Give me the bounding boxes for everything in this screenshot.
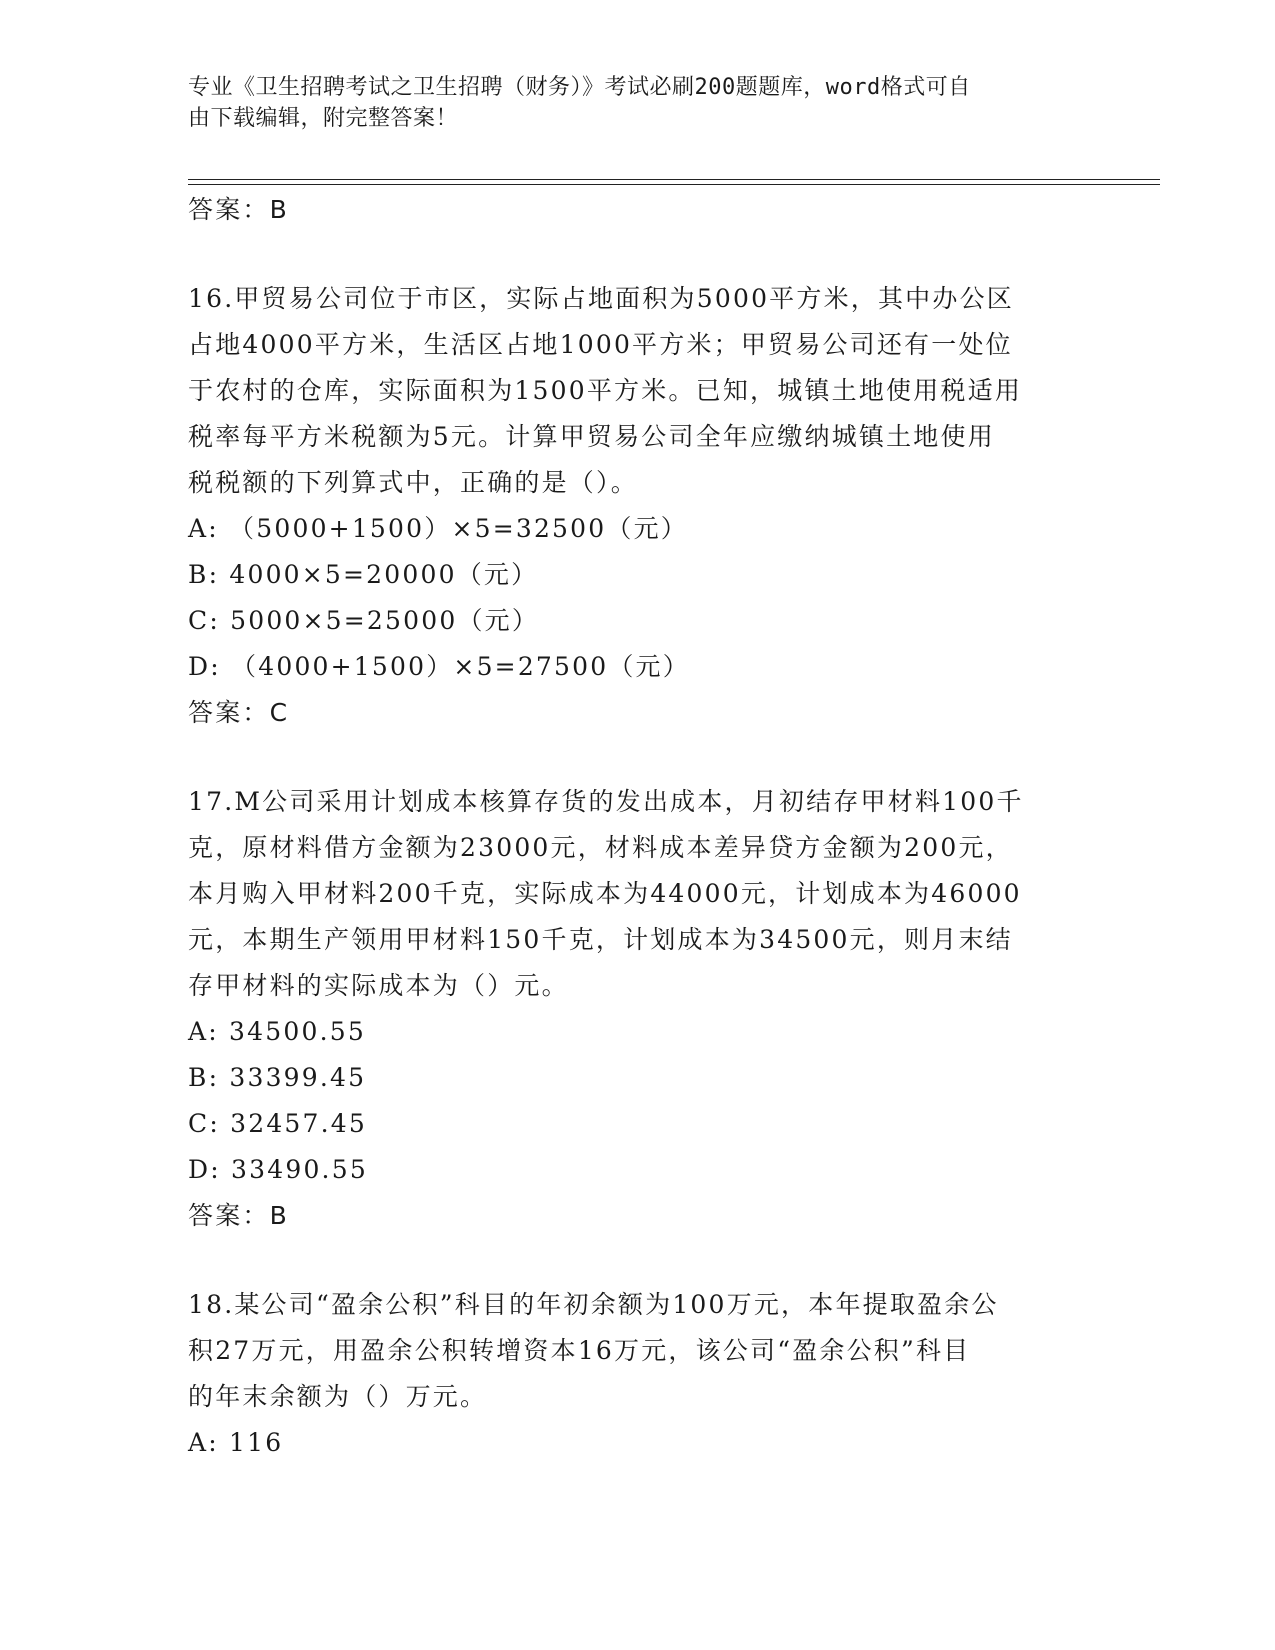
option-b xyxy=(188,552,1078,598)
option-label: D: xyxy=(188,652,221,681)
header-divider xyxy=(188,179,1160,180)
header-divider xyxy=(188,184,1160,185)
answer-value: B xyxy=(269,1201,289,1230)
answer-value: C xyxy=(269,698,290,727)
option-label: C: xyxy=(188,606,220,635)
option-text: （4000+1500）×5=27500（元） xyxy=(231,652,690,681)
question-stem-line: 元，本期生产领用甲材料150千克，计划成本为34500元，则月末结 xyxy=(188,925,1013,954)
option-a xyxy=(188,1420,1078,1466)
option-text: （5000+1500）×5=32500（元） xyxy=(229,514,688,543)
option-label: D: xyxy=(188,1155,221,1184)
option-text: 116 xyxy=(229,1428,284,1457)
option-b xyxy=(188,1055,1078,1101)
question-stem-line: 税税额的下列算式中，正确的是（）。 xyxy=(188,468,638,497)
page-header xyxy=(188,72,1068,134)
question-stem-line: 积27万元，用盈余公积转增资本16万元，该公司“盈余公积”科目 xyxy=(188,1336,971,1365)
question-stem-line: 16.甲贸易公司位于市区，实际占地面积为5000平方米，其中办公区 xyxy=(188,284,1014,313)
option-label: B: xyxy=(188,560,220,589)
question-stem-line: 税率每平方米税额为5元。计算甲贸易公司全年应缴纳城镇土地使用 xyxy=(188,422,995,451)
question-16 xyxy=(188,276,1078,736)
option-text: 4000×5=20000（元） xyxy=(229,560,539,589)
option-label: A: xyxy=(188,514,219,543)
question-stem-line: 存甲材料的实际成本为（）元。 xyxy=(188,971,569,1000)
option-c xyxy=(188,598,1078,644)
option-a xyxy=(188,506,1078,552)
question-stem-line: 于农村的仓库，实际面积为1500平方米。已知，城镇土地使用税适用 xyxy=(188,376,1023,405)
option-text: 34500.55 xyxy=(229,1017,366,1046)
option-text: 33490.55 xyxy=(231,1155,368,1184)
option-text: 33399.45 xyxy=(229,1063,367,1092)
answer-line xyxy=(188,1193,1078,1239)
header-line: 由下载编辑，附完整答案！ xyxy=(188,106,459,131)
question-stem-line: 的年末余额为（）万元。 xyxy=(188,1382,488,1411)
answer-line xyxy=(188,690,1078,736)
question-stem-line: 占地4000平方米，生活区占地1000平方米；甲贸易公司还有一处位 xyxy=(188,330,1013,359)
option-c xyxy=(188,1101,1078,1147)
answer-prefix: 答案： xyxy=(188,1201,270,1230)
header-line: 专业《卫生招聘考试之卫生招聘（财务）》考试必刷200题题库，word格式可自 xyxy=(188,75,971,100)
answer-prefix: 答案： xyxy=(188,698,270,727)
option-d xyxy=(188,1147,1078,1193)
option-d xyxy=(188,644,1078,690)
answer-line xyxy=(188,187,1078,233)
option-text: 5000×5=25000（元） xyxy=(230,606,540,635)
question-stem-line: 18.某公司“盈余公积”科目的年初余额为100万元，本年提取盈余公 xyxy=(188,1290,999,1319)
option-text: 32457.45 xyxy=(230,1109,367,1138)
option-label: A: xyxy=(188,1428,219,1457)
option-label: A: xyxy=(188,1017,219,1046)
question-18 xyxy=(188,1282,1078,1466)
option-label: B: xyxy=(188,1063,220,1092)
document-body xyxy=(188,187,1078,1466)
question-stem-line: 克，原材料借方金额为23000元，材料成本差异贷方金额为200元， xyxy=(188,833,1013,862)
question-17 xyxy=(188,779,1078,1239)
answer-prefix: 答案： xyxy=(188,195,270,224)
question-stem-line: 本月购入甲材料200千克，实际成本为44000元，计划成本为46000 xyxy=(188,879,1022,908)
question-stem-line: 17.M公司采用计划成本核算存货的发出成本，月初结存甲材料100千 xyxy=(188,787,1024,816)
option-a xyxy=(188,1009,1078,1055)
option-label: C: xyxy=(188,1109,220,1138)
answer-value: B xyxy=(269,195,289,224)
